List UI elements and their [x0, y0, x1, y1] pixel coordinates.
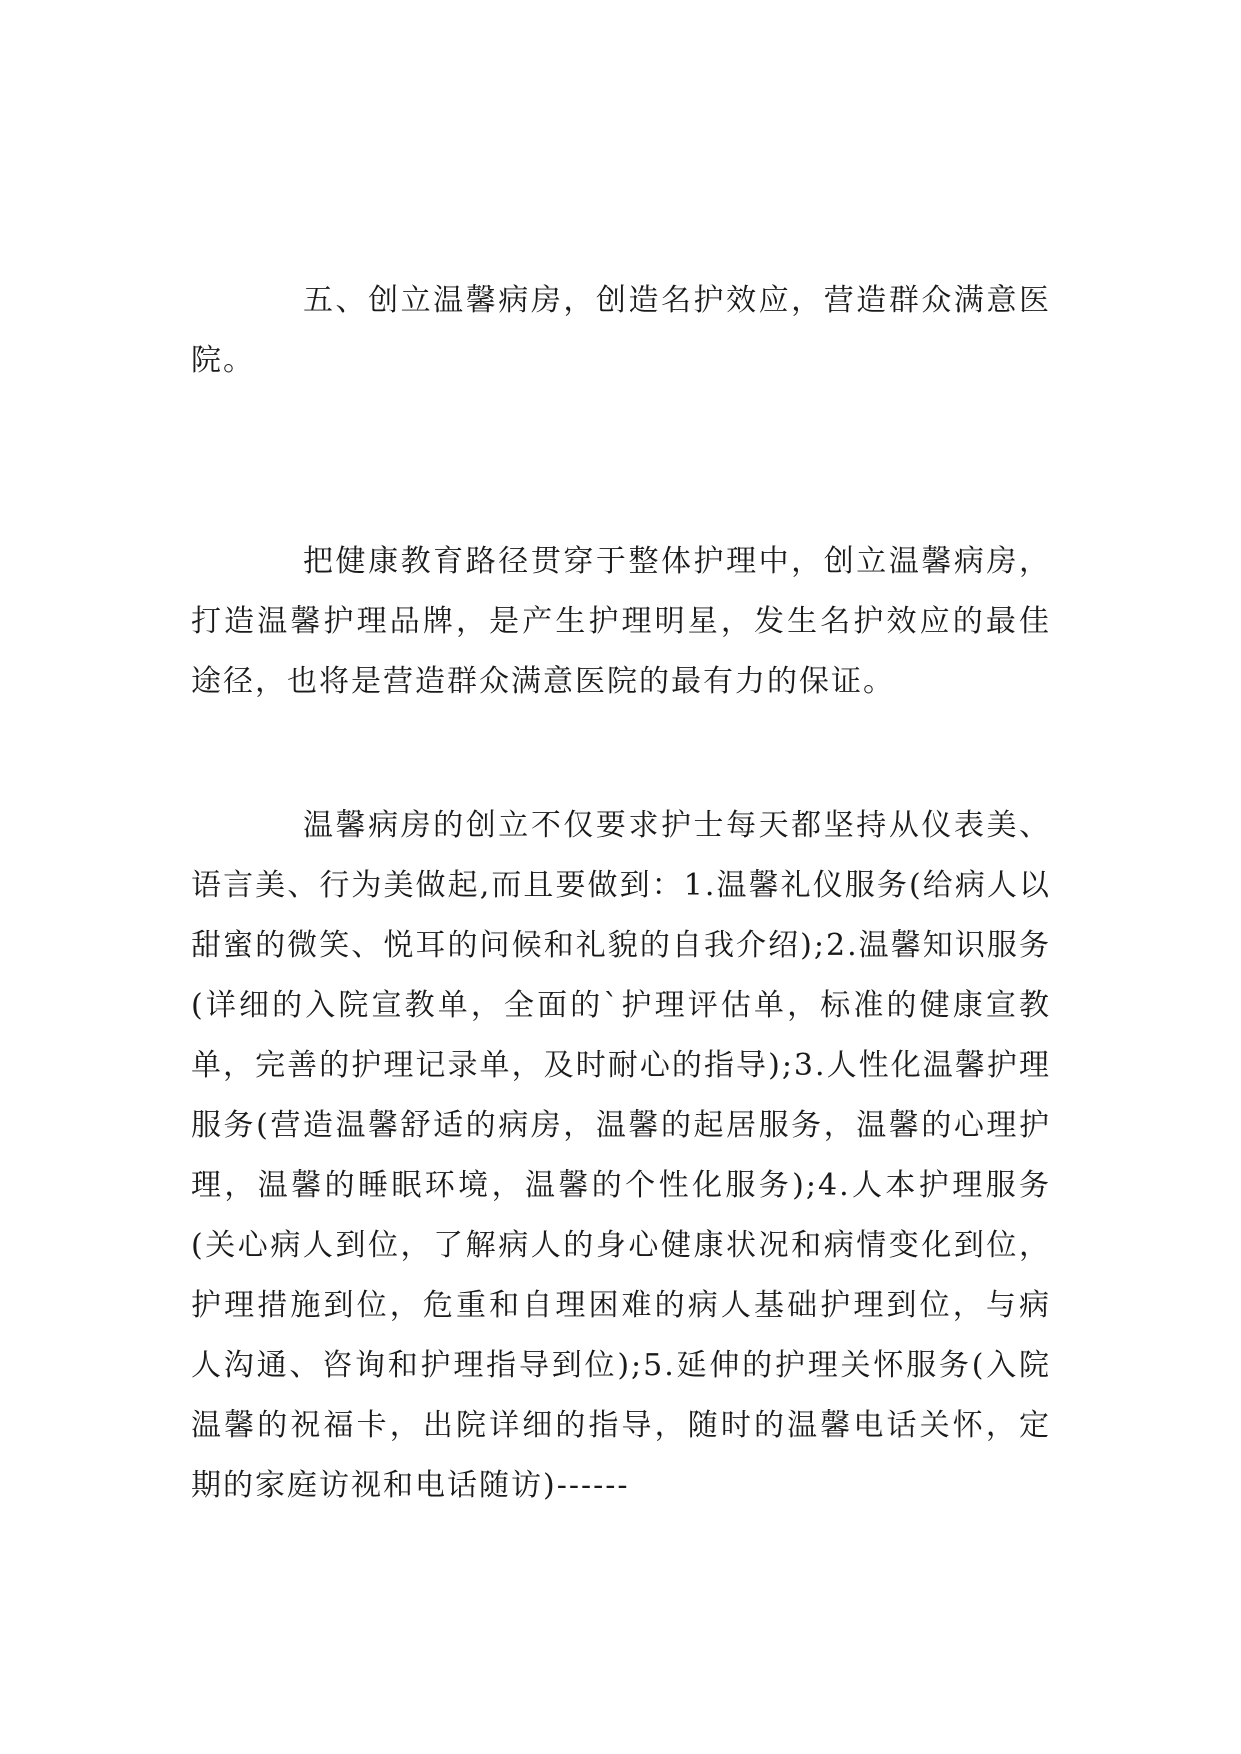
body-paragraph: 把健康教育路径贯穿于整体护理中，创立温馨病房，打造温馨护理品牌，是产生护理明星，发生名护效应的最佳途径，也将是营造群众满意医院的最有力的保证。	[191, 544, 1051, 699]
section-heading-paragraph: 五、创立温馨病房，创造名护效应，营造群众满意医院。	[191, 283, 1051, 378]
body-paragraph: 温馨病房的创立不仅要求护士每天都坚持从仪表美、语言美、行为美做起,而且要做到：1.温馨礼仪服务(给病人以甜蜜的微笑、悦耳的问候和礼貌的自我介绍);2.温馨知识服务(详细的入院宣教单，全面的`护理评估单，标准的健康宣教单，完善的护理记录单，及时耐心的指导);3.人性化温馨护理服务(营造温馨舒适的病房，温馨的起居服务，温馨的心理护理，温馨的睡眠环境，温馨的个性化服务);4.人本护理服务(关心病人到位，了解病人的身心健康状况和病情变化到位，护理措施到位，危重和自理困难的病人基础护理到位，与病人沟通、咨询和护理指导到位);5.延伸的护理关怀服务(入院温馨的祝福卡，出院详细的指导，随时的温馨电话关怀，定期的家庭访视和电话随访)------	[191, 808, 1051, 1503]
